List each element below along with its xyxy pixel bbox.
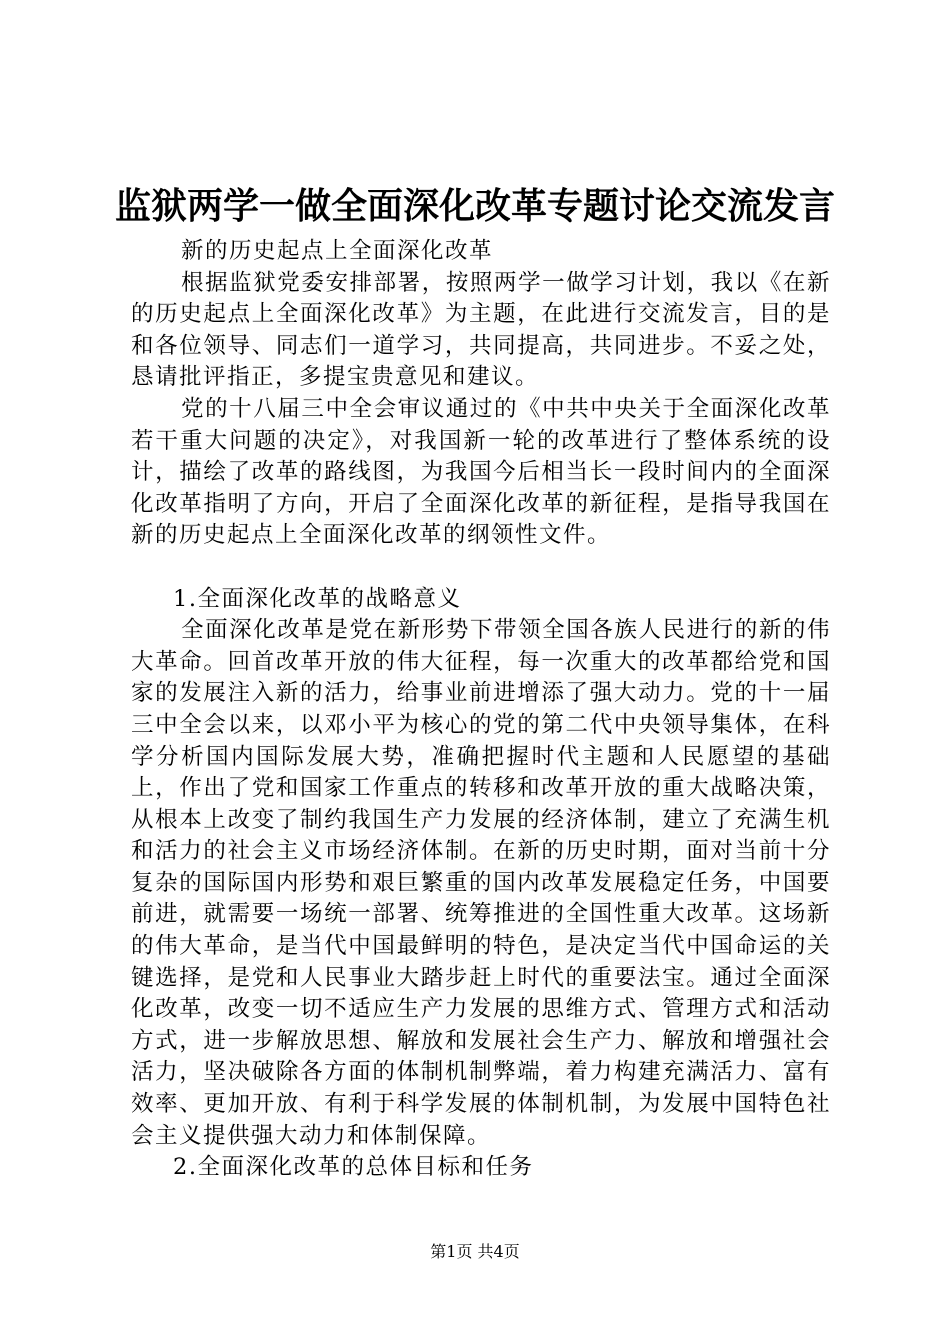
paragraph-background: 党的十八届三中全会审议通过的《中共中央关于全面深化改革若干重大问题的决定》，对我国新一轮的改革进行了整体系统的设计，描绘了改革的路线图，为我国今后相当长一段时间内的全面深化改革指明了方向，开启了全面深化改革的新征程，是指导我国在新的历史起点上全面深化改革的纲领性文件。	[131, 395, 831, 549]
paragraph-intro: 根据监狱党委安排部署，按照两学一做学习计划，我以《在新的历史起点上全面深化改革》为主题，在此进行交流发言，目的是和各位领导、同志们一道学习，共同提高，共同进步。不妥之处，恳请批评指正，多提宝贵意见和建议。	[131, 269, 831, 391]
page-footer: 第1页 共4页	[430, 1242, 520, 1261]
section-heading-1: 1.全面深化改革的战略意义	[173, 585, 462, 612]
document-body	[131, 236, 831, 1184]
paragraph-section-1: 全面深化改革是党在新形势下带领全国各族人民进行的新的伟大革命。回首改革开放的伟大征程，每一次重大的改革都给党和国家的发展注入新的活力，给事业前进增添了强大动力。党的十一届三中全会以来，以邓小平为核心的党的第二代中央领导集体，在科学分析国内国际发展大势，准确把握时代主题和人民愿望的基础上，作出了党和国家工作重点的转移和改革开放的重大战略决策，从根本上改变了制约我国生产力发展的经济体制，建立了充满生机和活力的社会主义市场经济体制。在新的历史时期，面对当前十分复杂的国际国内形势和艰巨繁重的国内改革发展稳定任务，中国要前进，就需要一场统一部署、统筹推进的全国性重大改革。这场新的伟大革命，是当代中国最鲜明的特色，是决定当代中国命运的关键选择，是党和人民事业大踏步赶上时代的重要法宝。通过全面深化改革，改变一切不适应生产力发展的思维方式、管理方式和活动方式，进一步解放思想、解放和发展社会生产力、解放和增强社会活力，坚决破除各方面的体制机制弊端，着力构建充满活力、富有效率、更加开放、有利于科学发展的体制机制，为发展中国特色社会主义提供强大动力和体制保障。	[131, 617, 831, 1149]
section-heading-2: 2.全面深化改革的总体目标和任务	[173, 1154, 534, 1181]
blank-line	[131, 552, 831, 584]
document-subtitle: 新的历史起点上全面深化改革	[181, 238, 494, 264]
document-title: 监狱两学一做全面深化改革专题讨论交流发言	[114, 186, 835, 227]
